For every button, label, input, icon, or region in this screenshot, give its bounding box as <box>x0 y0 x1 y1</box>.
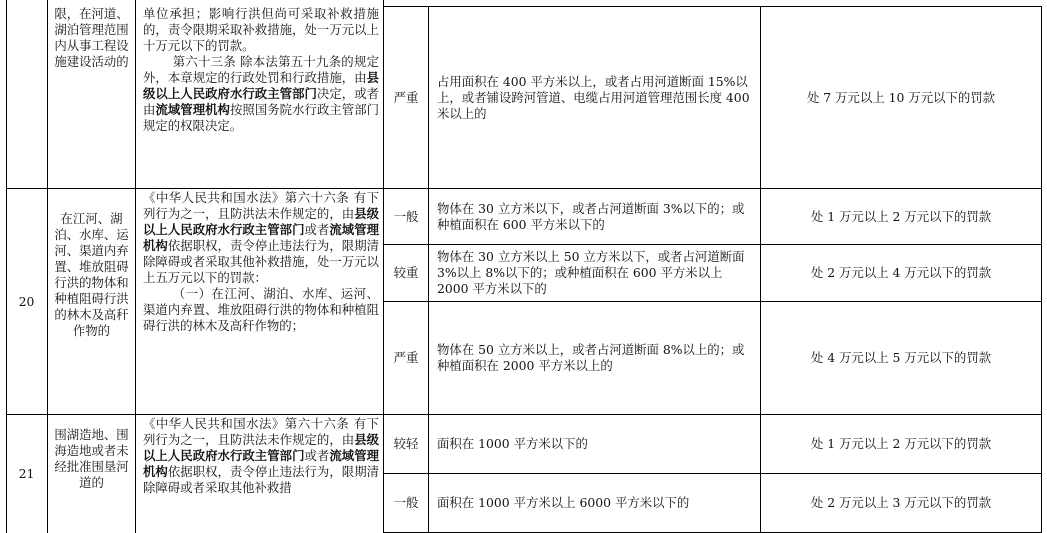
violation-text: 限，在河道、湖泊管理范围内从事工程设施建设活动的 <box>54 6 129 69</box>
penalty-text: 处 2 万元以上 4 万元以下的罚款 <box>810 265 992 280</box>
severity-cell <box>384 474 429 533</box>
severity-label: 一般 <box>393 495 419 510</box>
basis-paragraph: （一）在江河、湖泊、水库、运河、渠道内弃置、堆放阻碍行洪的物体和种植阻碍行洪的林木及高秆作物的； <box>143 286 379 333</box>
row-number: 21 <box>18 466 35 481</box>
penalty-cell <box>761 474 1042 533</box>
condition-text: 面积在 1000 平方米以下的 <box>437 436 588 451</box>
penalty-cell <box>761 302 1042 415</box>
row-number: 20 <box>18 293 35 309</box>
severity-label: 较重 <box>393 265 419 280</box>
condition-text: 物体在 30 立方米以上 50 立方米以下，或者占河道断面 3%以上 8%以下的；或种植面积在 600 平方米以上 2000 平方米以下的 <box>437 249 745 296</box>
penalty-standards-table <box>6 0 1042 533</box>
row-number-cell <box>6 415 48 533</box>
legal-basis-cell <box>136 415 384 533</box>
condition-text: 占用面积在 400 平方米以上，或者占用河道断面 15%以上，或者铺设跨河管道、电缆占用河道管理范围长度 400 米以上的 <box>437 73 750 121</box>
violation-text: 围湖造地、围海造地或者未经批准围垦河道的 <box>54 427 129 490</box>
legal-basis-cell <box>136 189 384 415</box>
violation-cell <box>48 415 136 533</box>
severity-label: 严重 <box>393 350 419 365</box>
basis-paragraph: 单位承担；影响行洪但尚可采取补救措施的，责令限期采取补救措施，处一万元以上十万元以下的罚款。 <box>143 6 379 53</box>
condition-text: 物体在 50 立方米以上，或者占河道断面 8%以上的；或种植面积在 2000 平方米以上的 <box>437 342 745 373</box>
severity-cell <box>384 415 429 474</box>
basis-paragraph: 《中华人民共和国水法》第六十六条 有下列行为之一，且防洪法未作规定的，由县级以上人民政府水行政主管部门或者流域管理机构依据职权，责令停止违法行为，限期清除障碍或者采取其他补救措 <box>143 416 380 495</box>
condition-cell <box>429 245 761 302</box>
severity-cell <box>384 189 429 245</box>
penalty-text: 处 2 万元以上 3 万元以下的罚款 <box>810 495 992 510</box>
condition-text: 面积在 1000 平方米以上 6000 平方米以下的 <box>437 495 690 510</box>
condition-cell <box>429 189 761 245</box>
penalty-text: 处 4 万元以上 5 万元以下的罚款 <box>810 350 992 365</box>
basis-paragraph: 第六十三条 除本法第五十九条的规定外，本章规定的行政处罚和行政措施，由县级以上人民政府水行政主管部门决定，或者由流域管理机构按照国务院水行政主管部门规定的权限决定。 <box>143 54 380 133</box>
severity-label: 严重 <box>393 89 419 105</box>
condition-cell <box>429 6 761 189</box>
severity-label: 一般 <box>393 208 419 224</box>
penalty-text: 处 1 万元以上 2 万元以下的罚款 <box>810 208 992 224</box>
violation-text: 在江河、湖泊、水库、运河、渠道内弃置、堆放阻碍行洪的物体和种植阻碍行洪的林木及高秆作物的 <box>54 211 129 338</box>
penalty-cell <box>761 415 1042 474</box>
severity-label: 较轻 <box>393 436 419 451</box>
table-row <box>6 415 1042 533</box>
condition-cell <box>429 302 761 415</box>
penalty-cell <box>761 189 1042 245</box>
violation-cell <box>48 189 136 415</box>
penalty-text: 处 7 万元以上 10 万元以下的罚款 <box>806 89 996 105</box>
violation-cell <box>48 0 136 189</box>
condition-text: 物体在 30 立方米以下，或者占河道断面 3%以下的；或种植面积在 600 平方米以下的 <box>437 200 745 232</box>
penalty-cell <box>761 245 1042 302</box>
severity-cell <box>384 6 429 189</box>
condition-cell <box>429 474 761 533</box>
condition-cell <box>429 415 761 474</box>
legal-basis-cell <box>136 0 384 189</box>
table-row <box>6 189 1042 415</box>
severity-cell <box>384 302 429 415</box>
table-row <box>6 0 1042 189</box>
penalty-text: 处 1 万元以上 2 万元以下的罚款 <box>810 436 992 451</box>
row-number-cell <box>6 0 48 189</box>
penalty-cell <box>761 6 1042 189</box>
row-number-cell <box>6 189 48 415</box>
basis-paragraph: 《中华人民共和国水法》第六十六条 有下列行为之一，且防洪法未作规定的，由县级以上人民政府水行政主管部门或者流域管理机构依据职权，责令停止违法行为，限期清除障碍或者采取其他补救措施，处一万元以上五万元以下的罚款： <box>143 190 380 285</box>
severity-cell <box>384 245 429 302</box>
